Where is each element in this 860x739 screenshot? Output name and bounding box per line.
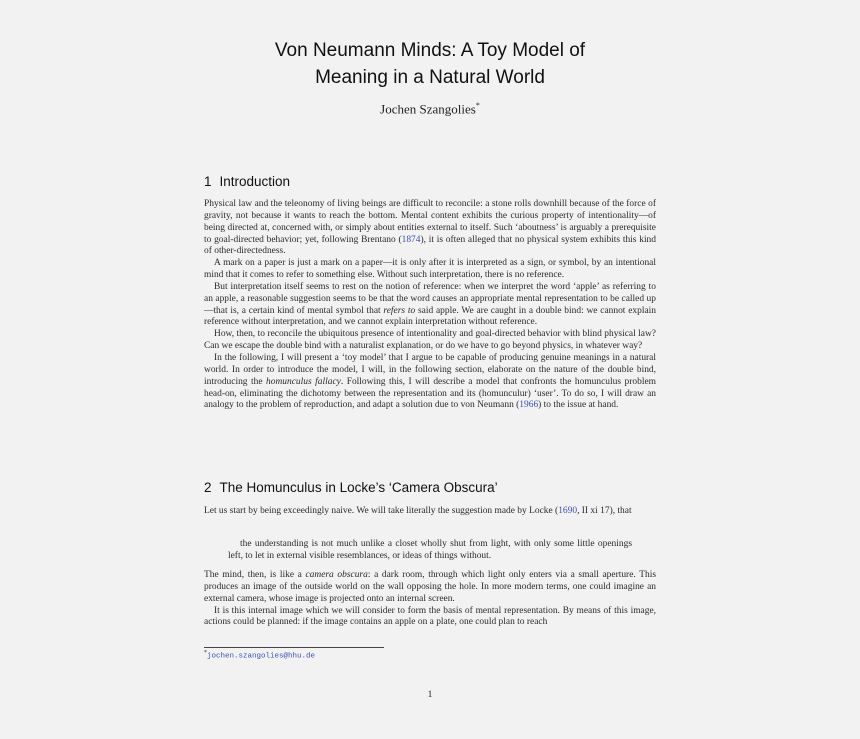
author bbox=[0, 101, 860, 117]
text-run: said apple. We are caught in a double bind: we cannot explain reference without interpretation, and we cannot explain interpretation without reference. bbox=[204, 305, 656, 328]
text-run: In the following, I will present a ‘toy model’ that I argue to be capable of producing genuine meanings in a natural world. In order to introduce the model, I will, in the following section, elaborate on the nature of the double bind, introducing the bbox=[204, 352, 656, 387]
citation-link[interactable]: 1874 bbox=[401, 234, 421, 245]
section-title: The Homunculus in Locke’s ‘Camera Obscura’ bbox=[219, 480, 498, 495]
text-run: Let us start by being exceedingly naive. We will take literally the suggestion made by Locke ( bbox=[204, 506, 559, 516]
section-heading-homunculus bbox=[204, 480, 498, 495]
paragraph: How, then, to reconcile the ubiquitous presence of intentionality and goal-directed behavior with blind physical law? Can we escape the double bind with a naturalist explanation, or do we have to go beyond physics, in whatever way? bbox=[204, 329, 656, 352]
section-title: Introduction bbox=[219, 174, 291, 189]
homunculus-intro-body bbox=[204, 506, 656, 518]
text-run: : a dark room, through which light only enters via a small aperture. This produces an image of the outside world on the wall opposing the hole. In more modern terms, one could imagine an external camera, whose image is projected onto an internal screen. bbox=[204, 570, 656, 604]
emphasis: homunculus fallacy bbox=[266, 376, 341, 387]
page-number: 1 bbox=[427, 690, 433, 700]
citation-link[interactable]: 1690 bbox=[558, 506, 578, 516]
section-heading-introduction bbox=[204, 174, 290, 189]
paragraph: It is this internal image which we will consider to form the basis of mental representation. By means of this image, actions could be planned: if the image contains an apple on a plate, one could plan to reach bbox=[204, 605, 656, 628]
text-run: Physical law and the teleonomy of living beings are difficult to reconcile: a stone rolls downhill because of the force of gravity, not because it wants to reach the bottom. Mental content exhibits the curious property of intentionality—of being directed at, concerned with, or simply about entities external to itself. Such ‘aboutness’ is arguably a prerequisite to goal-directed behavior; yet, following Brentano ( bbox=[204, 199, 656, 245]
text-run: ), it is often alleged that no physical system exhibits this kind of other-directedness. bbox=[204, 234, 656, 257]
author-footnote-mark[interactable]: * bbox=[475, 101, 480, 110]
introduction-body bbox=[204, 199, 656, 412]
section-number: 1 bbox=[204, 174, 212, 189]
paragraph bbox=[204, 570, 656, 606]
text-run: But interpretation itself seems to rest on the notion of reference: when we interpret the word ‘apple’ as referring to an apple, a reasonable suggestion seems to be that the word causes an appropriate mental representation to be called up—that is, a certain kind of mental symbol that bbox=[204, 281, 656, 316]
text-run: ) to the issue at hand. bbox=[538, 400, 619, 411]
emphasis: refers to bbox=[383, 305, 416, 316]
title-line-1: Von Neumann Minds: A Toy Model of bbox=[274, 40, 586, 61]
footnote-divider bbox=[204, 647, 384, 648]
footnote bbox=[204, 650, 315, 661]
homunculus-body bbox=[204, 570, 656, 629]
paragraph: A mark on a paper is just a mark on a paper—it is only after it is interpreted as a sign, or symbol, by an intentional mind that it comes to refer to something else. Without such interpretation, there is no reference. bbox=[204, 258, 656, 281]
paragraph bbox=[204, 282, 656, 329]
emphasis: camera obscura bbox=[305, 570, 368, 580]
paragraph bbox=[204, 353, 656, 412]
paragraph bbox=[204, 506, 656, 518]
citation-link[interactable]: 1966 bbox=[519, 400, 539, 411]
text-run: . Following this, I will describe a model that confronts the homunculus problem head-on, eliminating the dichotomy between the representation and its (homunculur) ‘user’. To do so, I will draw an analogy to the problem of reproduction, and adapt a solution due to von Neumann ( bbox=[204, 376, 656, 411]
author-email-link[interactable]: jochen.szangolies@hhu.de bbox=[207, 652, 316, 661]
footnote-mark: * bbox=[204, 650, 207, 656]
paragraph bbox=[204, 199, 656, 258]
text-run: The mind, then, is like a bbox=[204, 570, 306, 580]
text-run: , II xi 17), that bbox=[577, 506, 632, 516]
title-line-2: Meaning in a Natural World bbox=[315, 67, 545, 88]
section-number: 2 bbox=[204, 480, 212, 495]
paper-title bbox=[0, 37, 860, 91]
block-quote: the understanding is not much unlike a closet wholly shut from light, with only some little openings left, to let in external visible resemblances, or ideas of things without. bbox=[228, 539, 632, 561]
author-name: Jochen Szangolies bbox=[380, 101, 476, 117]
